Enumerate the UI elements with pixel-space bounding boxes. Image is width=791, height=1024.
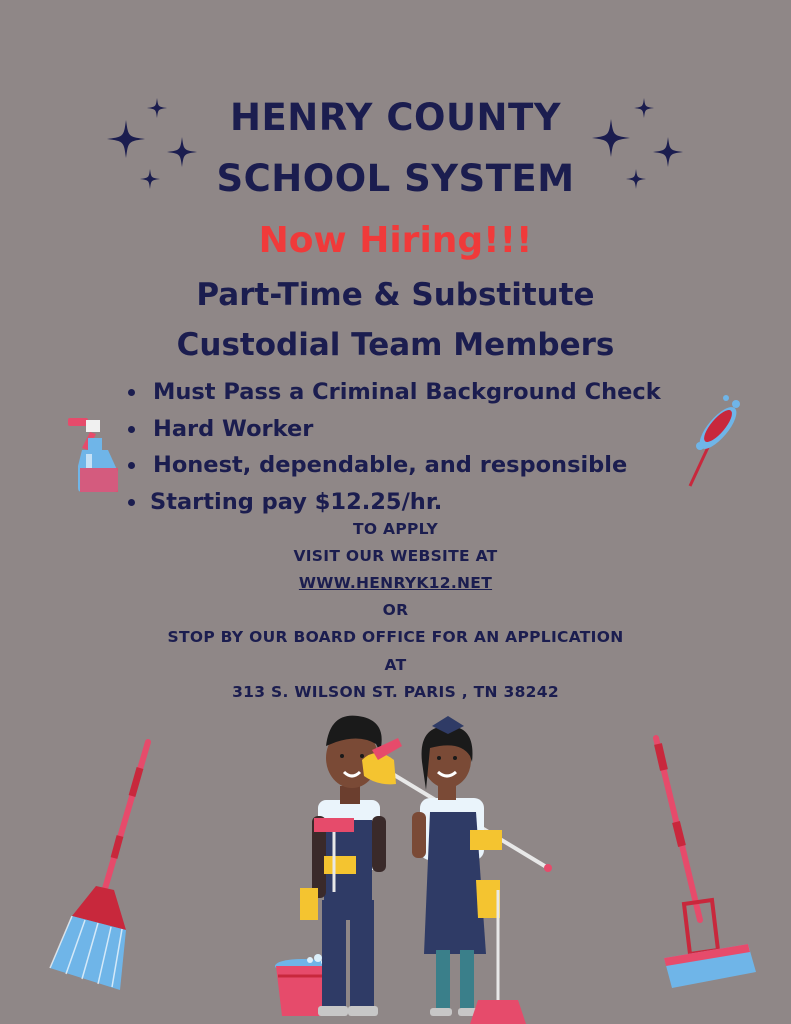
header-line-1: HENRY COUNTY xyxy=(230,96,561,139)
cleaners-illustration xyxy=(300,716,552,1024)
now-hiring-headline: Now Hiring!!! xyxy=(258,220,533,261)
requirements-list xyxy=(128,374,661,520)
requirement-item: Honest, dependable, and responsible xyxy=(128,447,661,484)
positions-line-2: Custodial Team Members xyxy=(176,327,615,363)
broom-icon xyxy=(50,742,148,990)
website-link[interactable]: WWW.HENRYK12.NET xyxy=(298,574,493,592)
feather-duster-icon xyxy=(690,395,742,486)
office-address: 313 S. WILSON ST. PARIS , TN 38242 xyxy=(232,683,559,701)
apply-visit-text: VISIT OUR WEBSITE AT xyxy=(293,547,498,565)
spray-bottle-icon xyxy=(68,418,118,492)
requirement-item: Starting pay $12.25/hr. xyxy=(128,484,661,521)
positions-line-1: Part-Time & Substitute xyxy=(196,277,595,313)
header-line-2: SCHOOL SYSTEM xyxy=(216,157,575,200)
requirement-item: Hard Worker xyxy=(128,411,661,448)
apply-or-text: OR xyxy=(382,601,409,619)
apply-heading: TO APPLY xyxy=(353,520,438,538)
apply-at-text: AT xyxy=(384,656,407,674)
mop-icon xyxy=(656,738,756,988)
apply-office-text: STOP BY OUR BOARD OFFICE FOR AN APPLICATION xyxy=(167,628,624,646)
requirement-item: Must Pass a Criminal Background Check xyxy=(128,374,661,411)
